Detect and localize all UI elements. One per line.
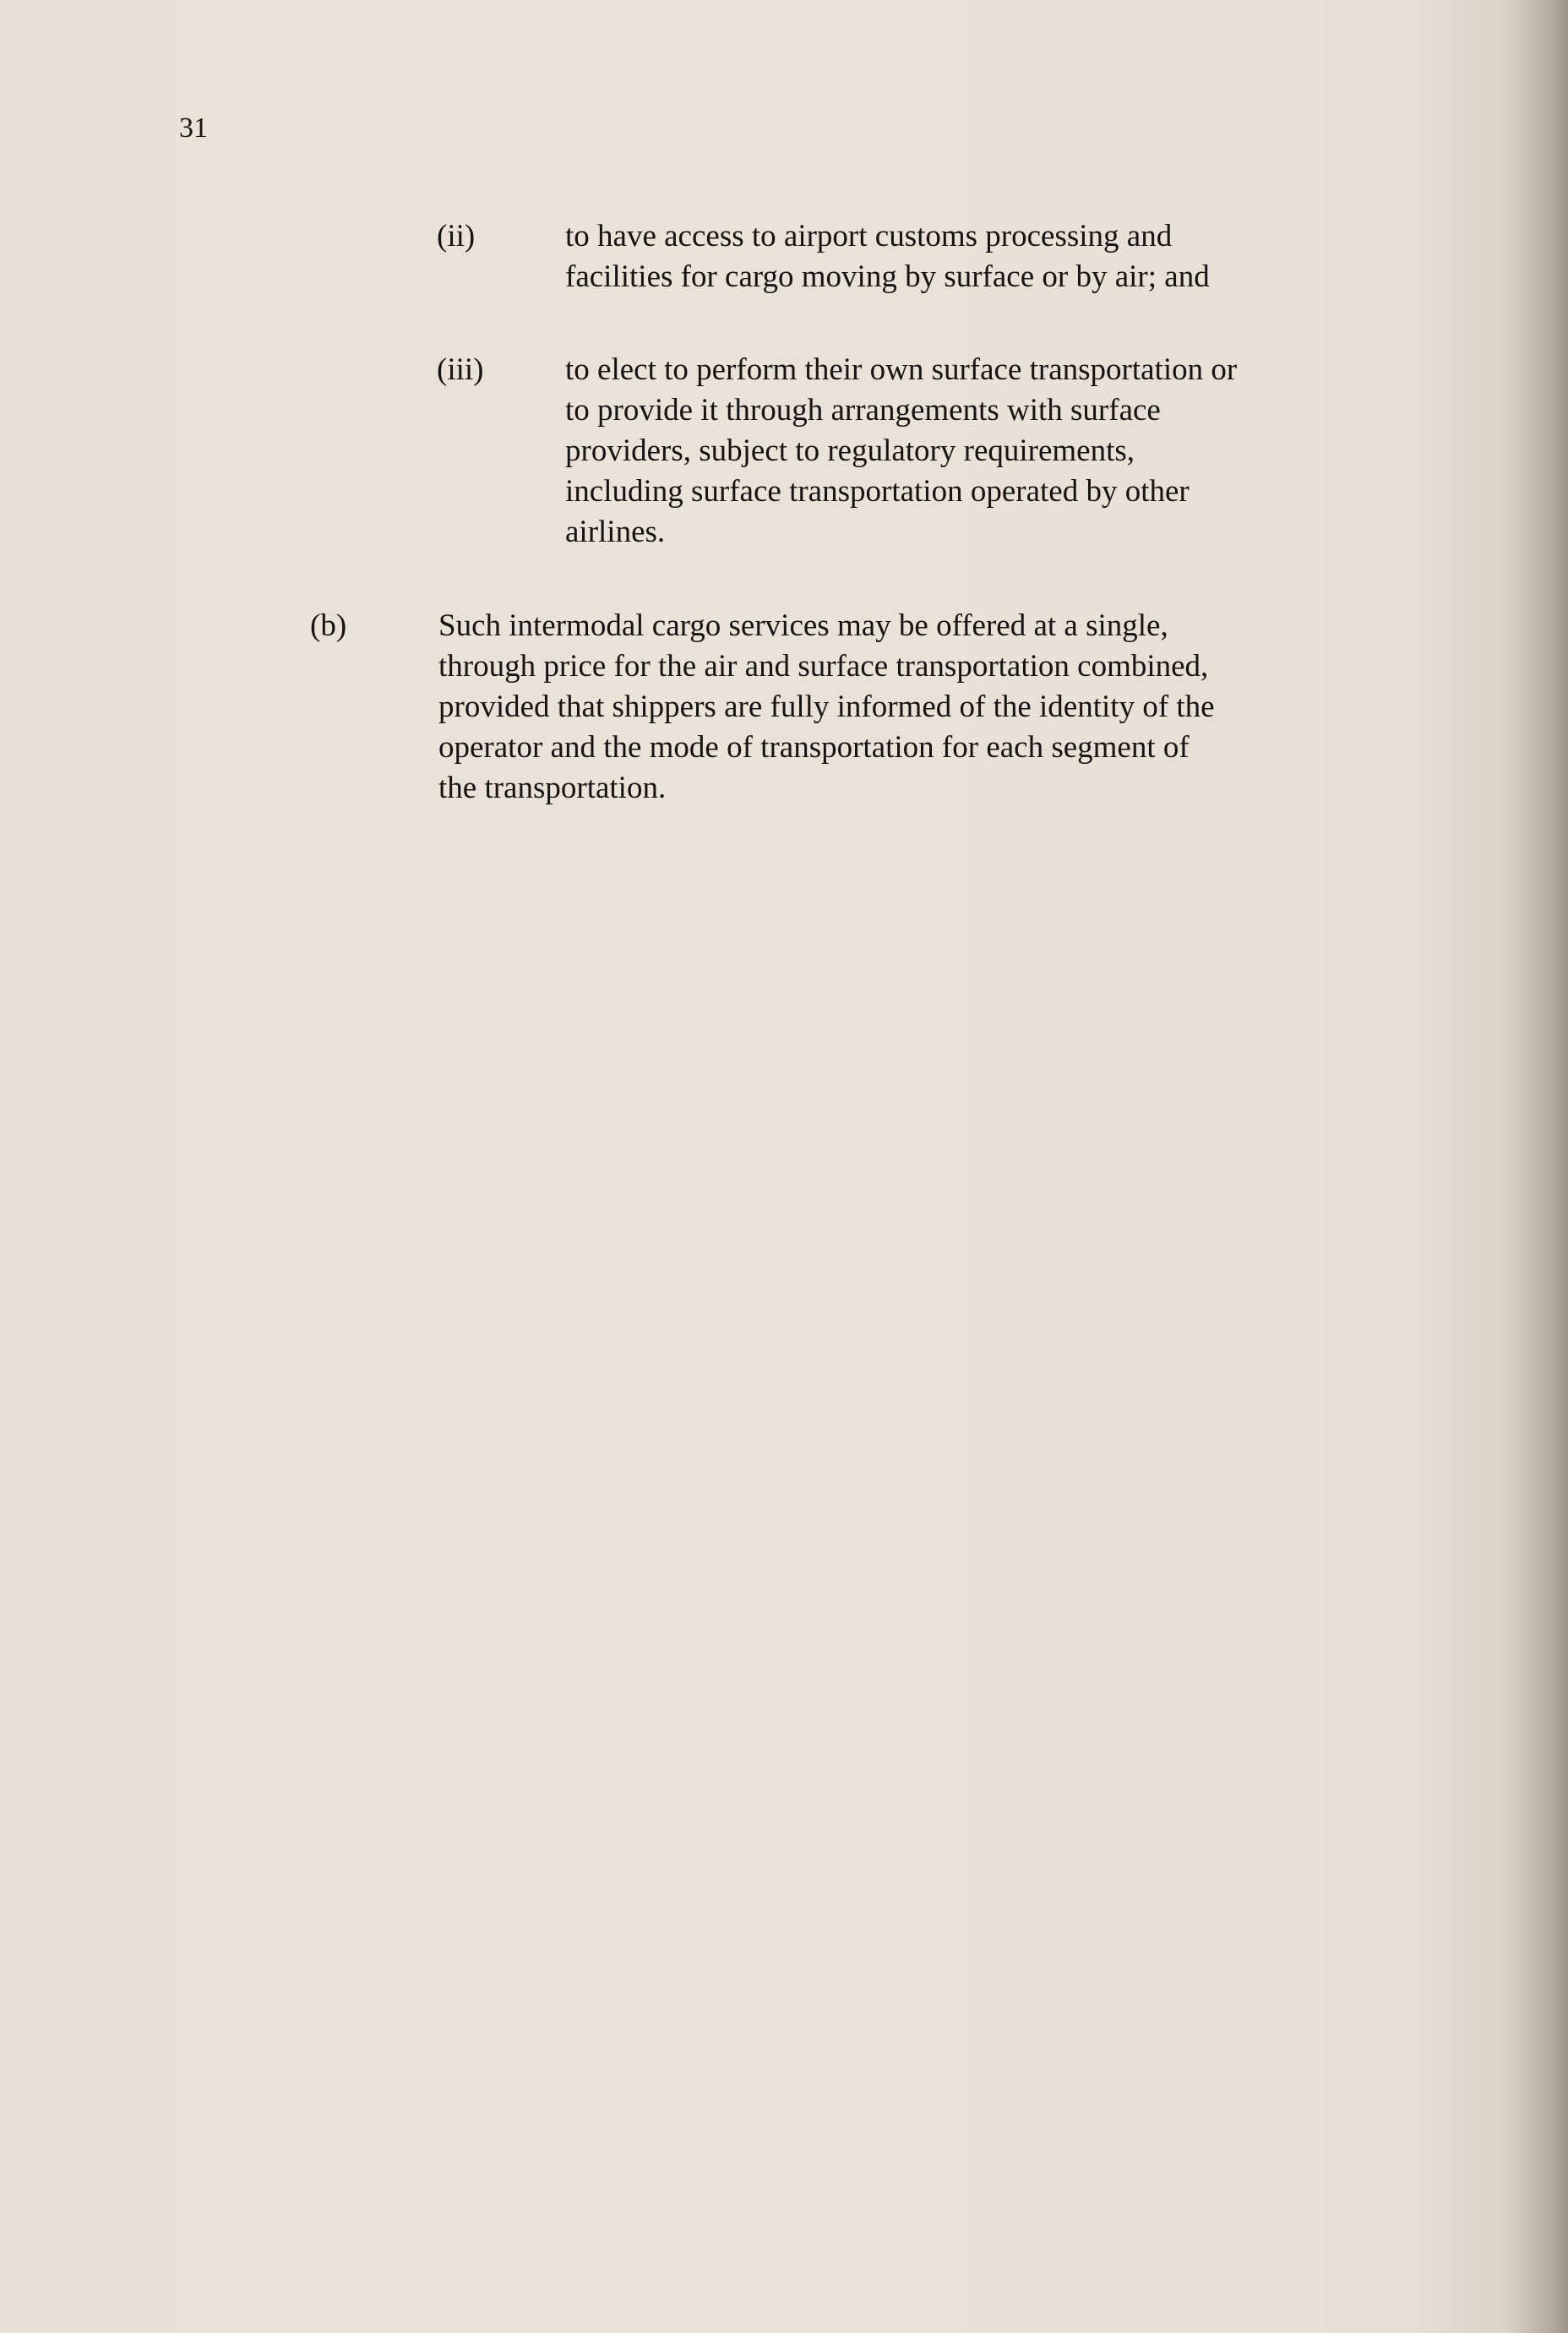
clause-text: to have access to airport customs processing and facilities for cargo moving by surface or by air; and — [565, 219, 1210, 294]
clause-label: (b) — [310, 608, 347, 643]
clause-label: (ii) — [437, 219, 476, 253]
page-edge-shadow — [1509, 0, 1568, 2333]
clause-text: to elect to perform their own surface transportation or to provide it through arrangements with surface providers, subject to regulatory requirements, including surface transportation operated by other airlines. — [565, 352, 1238, 549]
clause-text: Such intermodal cargo services may be offered at a single, through price for the air and surface transportation combined, provided that shippers are fully informed of the identity of the operator and the mode of transportation for each segment of the transportation. — [438, 608, 1215, 805]
clause-label: (iii) — [437, 352, 484, 387]
page-number: 31 — [179, 112, 208, 144]
